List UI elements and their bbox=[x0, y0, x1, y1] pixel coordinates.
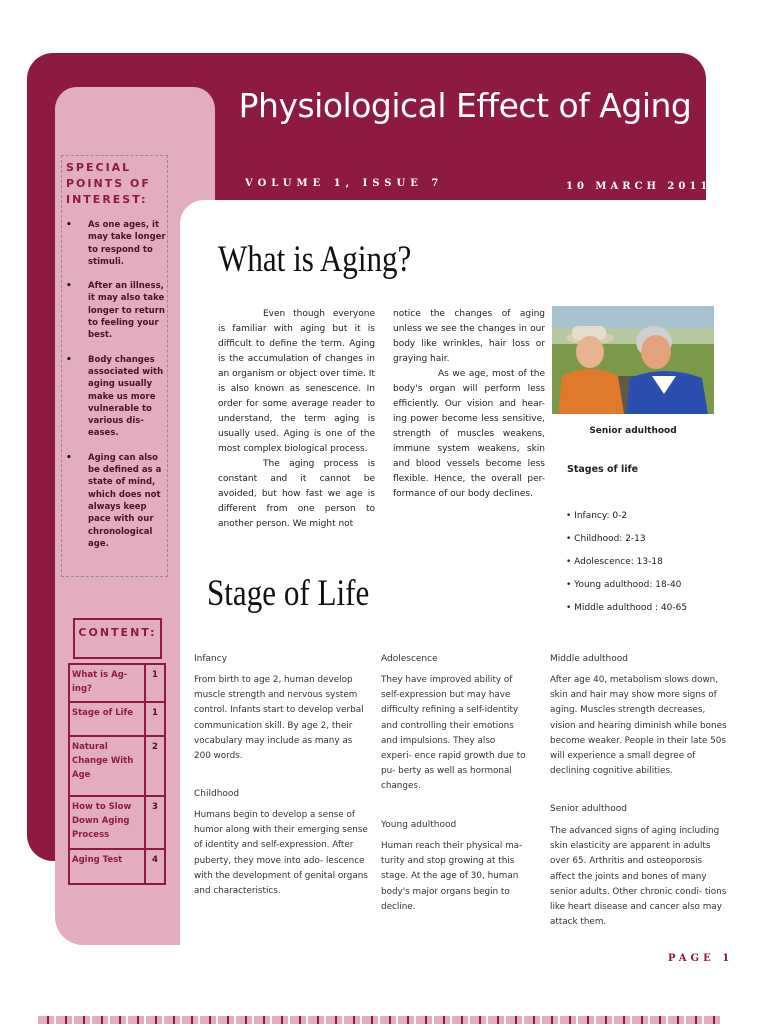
childhood-text: Humans begin to develop a sense of humor along with their emerging sense of identity and self-expression. After puberty, they move into ado- lescence with the development of genital organs and characteristics. bbox=[194, 810, 368, 897]
toc-title[interactable]: Stage of Life bbox=[69, 702, 145, 736]
photo-caption: Senior adulthood bbox=[589, 426, 677, 436]
stage-of-life-heading: Stage of Life bbox=[207, 573, 370, 614]
senior-adulthood-title: Senior adulthood bbox=[550, 804, 627, 814]
young-adulthood-title: Young adulthood bbox=[381, 820, 457, 830]
toc-title[interactable]: Natural Change With Age bbox=[69, 736, 145, 796]
paragraph: As we age, most of the body's organ will perform less efficiently. Our vision and hear- ing power become less sensitive, strength of muscles weakens, immune system weakens, skin and blood vessels become less flexible. Hence, the overall per- formance of our body declines. bbox=[393, 369, 545, 499]
young-adulthood-text: Human reach their physical ma- turity and stop growing at this stage. At the age of 30, human body's major organs begin to decline. bbox=[381, 841, 523, 912]
middle-adulthood-title: Middle adulthood bbox=[550, 654, 628, 664]
contents-label: CONTENT: bbox=[73, 618, 162, 659]
toc-page: 3 bbox=[145, 796, 165, 849]
infancy-title: Infancy bbox=[194, 654, 228, 664]
toc-page: 1 bbox=[145, 664, 165, 702]
toc-title[interactable]: What is Ag- ing? bbox=[69, 664, 145, 702]
special-points-title: SPECIAL POINTS OF INTEREST: bbox=[66, 161, 151, 206]
stages-list bbox=[566, 505, 687, 620]
toc-title[interactable]: Aging Test bbox=[69, 849, 145, 884]
page-title: Physiological Effect of Aging bbox=[238, 86, 692, 125]
special-point: • As one ages, it may take longer to respond to stimuli. bbox=[66, 219, 168, 268]
toc-row[interactable] bbox=[69, 736, 165, 796]
toc-row[interactable] bbox=[69, 796, 165, 849]
childhood-title: Childhood bbox=[194, 789, 240, 799]
stage-item: • Young adulthood: 18-40 bbox=[566, 574, 687, 597]
page-number: PAGE 1 bbox=[668, 953, 734, 964]
issue-date: 10 MARCH 2011 bbox=[566, 181, 712, 192]
special-points-list bbox=[66, 219, 168, 562]
paragraph: The aging process is constant and it cannot be avoided, but how fast we age is different from one person to another person. We might not bbox=[218, 459, 375, 529]
senior-couple-photo bbox=[552, 306, 714, 414]
stage-item: • Infancy: 0-2 bbox=[566, 505, 687, 528]
toc-title[interactable]: How to Slow Down Aging Process bbox=[69, 796, 145, 849]
toc-page: 4 bbox=[145, 849, 165, 884]
toc-row[interactable] bbox=[69, 849, 165, 884]
stage-item: • Adolescence: 13-18 bbox=[566, 551, 687, 574]
article-column-1 bbox=[218, 307, 375, 532]
adolescence-title: Adolescence bbox=[381, 654, 438, 664]
adolescence-text: They have improved ability of self-expression but may have difficulty refining a self-identity and controlling their emotions and impulsions. They also experi- ence rapid growth due to pu- berty as well as hormonal changes. bbox=[381, 675, 526, 792]
special-point: • After an illness, it may also take longer to return to feeling your best. bbox=[66, 280, 168, 341]
photo-illustration bbox=[552, 306, 714, 414]
toc-page: 1 bbox=[145, 702, 165, 736]
paragraph: notice the changes of aging unless we see the changes in our body like wrinkles, hair loss or graying hair. bbox=[393, 309, 545, 364]
table-of-contents bbox=[68, 663, 166, 885]
senior-adulthood-text: The advanced signs of aging including skin elasticity are apparent in adults over 65. Arthritis and osteoporosis affect the joints and bones of many senior adults. Other chronic condi- tions like heart disease and cancer also may attack them. bbox=[550, 826, 727, 928]
toc-row[interactable] bbox=[69, 702, 165, 736]
paragraph: Even though everyone is familiar with aging but it is difficult to define the term. Aging is the accumulation of changes in an organism or object over time. It is also known as senescence. In order for some average reader to understand, the term aging is usually used. Aging is one of the most complex biological process. bbox=[218, 309, 375, 454]
stage-item: • Middle adulthood : 40-65 bbox=[566, 597, 687, 620]
toc-row[interactable] bbox=[69, 664, 165, 702]
special-point: • Aging can also be defined as a state of mind, which does not always keep pace with our chronological age. bbox=[66, 452, 168, 550]
special-point: • Body changes associated with aging usually make us more vulnerable to various dis- eases. bbox=[66, 354, 168, 440]
toc-page: 2 bbox=[145, 736, 165, 796]
middle-adulthood-text: After age 40, metabolism slows down, skin and hair may show more signs of aging. Muscles strength decreases, vision and hearing diminish while bones become weaker. People in their late 50s will experience a small degree of declining cognitive abilities. bbox=[550, 675, 727, 777]
infancy-text: From birth to age 2, human develop muscle strength and nervous system control. Infants start to develop verbal communication skill. By age 2, their vocabulary may include as many as 200 words. bbox=[194, 675, 364, 762]
article-column-2 bbox=[393, 307, 545, 502]
volume-label: VOLUME 1, ISSUE 7 bbox=[245, 178, 444, 189]
stages-title: Stages of life bbox=[567, 464, 639, 475]
article-heading: What is Aging? bbox=[218, 239, 412, 280]
stage-item: • Childhood: 2-13 bbox=[566, 528, 687, 551]
footer-decor-strip bbox=[38, 1016, 722, 1024]
